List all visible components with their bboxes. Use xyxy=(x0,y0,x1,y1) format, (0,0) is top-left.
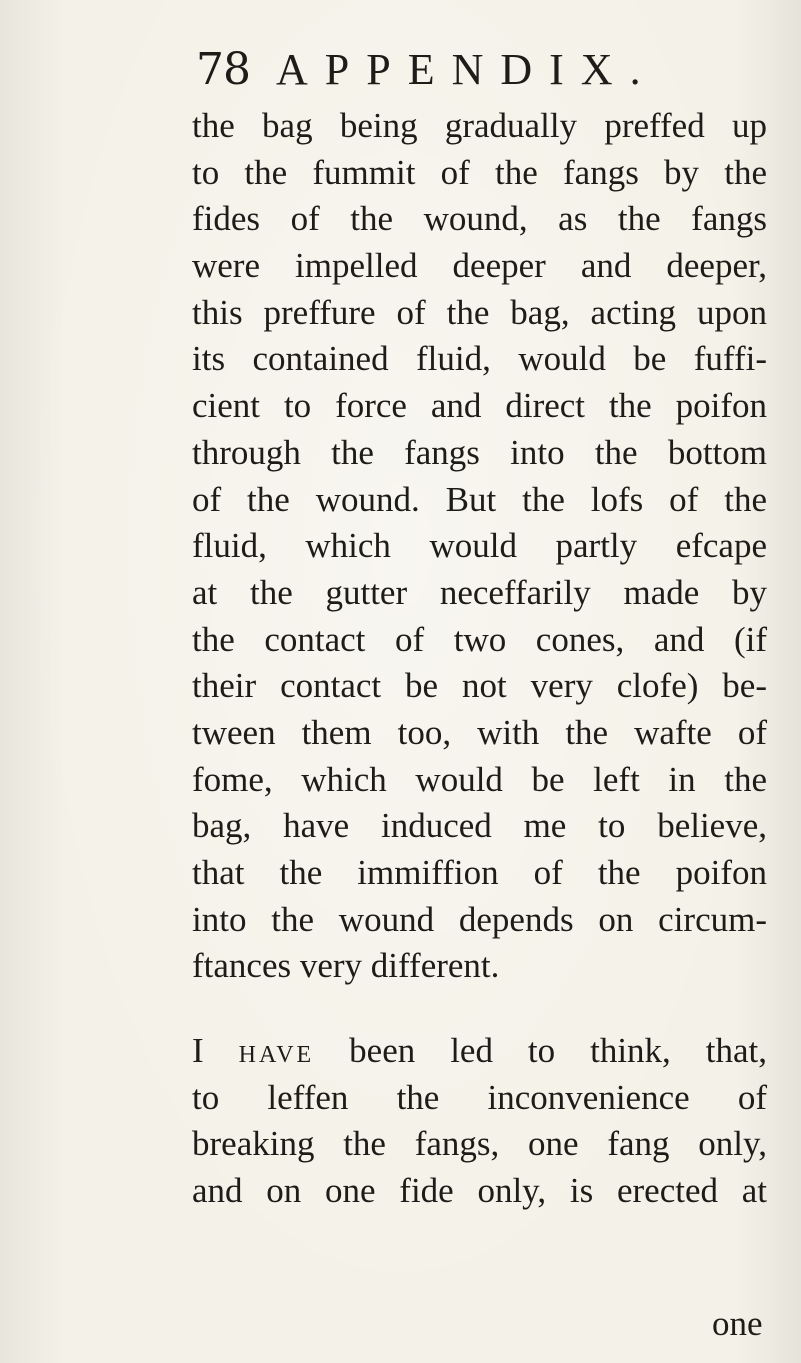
text-line: at the gutter neceffarily made by xyxy=(192,572,767,612)
text-line: of the wound. But the lofs of the xyxy=(192,479,767,519)
catchword: one xyxy=(712,1304,763,1343)
text-line: fluid, which would partly efcape xyxy=(192,526,767,566)
text-line: and on one fide only, is erected at xyxy=(192,1171,767,1211)
paragraph-gap xyxy=(192,990,767,1028)
opening-line-rest: been led to think, that, xyxy=(349,1031,768,1071)
text-line: fome, which would be left in the xyxy=(192,759,767,799)
text-line: to leffen the inconvenience of xyxy=(192,1077,767,1117)
text-line: bag, have induced me to believe, xyxy=(192,806,767,846)
text-line: the contact of two cones, and (if xyxy=(192,619,767,659)
paragraph-opening-line xyxy=(192,1028,767,1075)
text-line: ftances very different. xyxy=(192,946,500,986)
page-header xyxy=(196,40,658,100)
page-number: 78 xyxy=(196,44,250,95)
text-line: fides of the wound, as the fangs xyxy=(192,199,767,239)
text-line: were impelled deeper and deeper, xyxy=(192,246,767,286)
text-line: to the fummit of the fangs by the xyxy=(192,152,767,192)
text-line: its contained fluid, would be fuffi- xyxy=(192,339,767,379)
text-line: the bag being gradually preffed up xyxy=(192,106,767,145)
initial-letter: I xyxy=(192,1031,204,1071)
text-line: cient to force and direct the poifon xyxy=(192,386,767,426)
text-line: breaking the fangs, one fang only, xyxy=(192,1124,767,1164)
smallcaps-word: HAVE xyxy=(238,1042,315,1069)
body-text xyxy=(192,103,767,1215)
text-line: through the fangs into the bottom xyxy=(192,432,767,472)
text-line: that the immiffion of the poifon xyxy=(192,853,767,892)
running-head: APPENDIX. xyxy=(276,45,658,94)
text-line: tween them too, with the wafte of xyxy=(192,712,767,752)
text-line: their contact be not very clofe) be- xyxy=(192,666,767,706)
text-line: this preffure of the bag, acting upon xyxy=(192,292,767,332)
text-line: into the wound depends on circum- xyxy=(192,899,767,939)
